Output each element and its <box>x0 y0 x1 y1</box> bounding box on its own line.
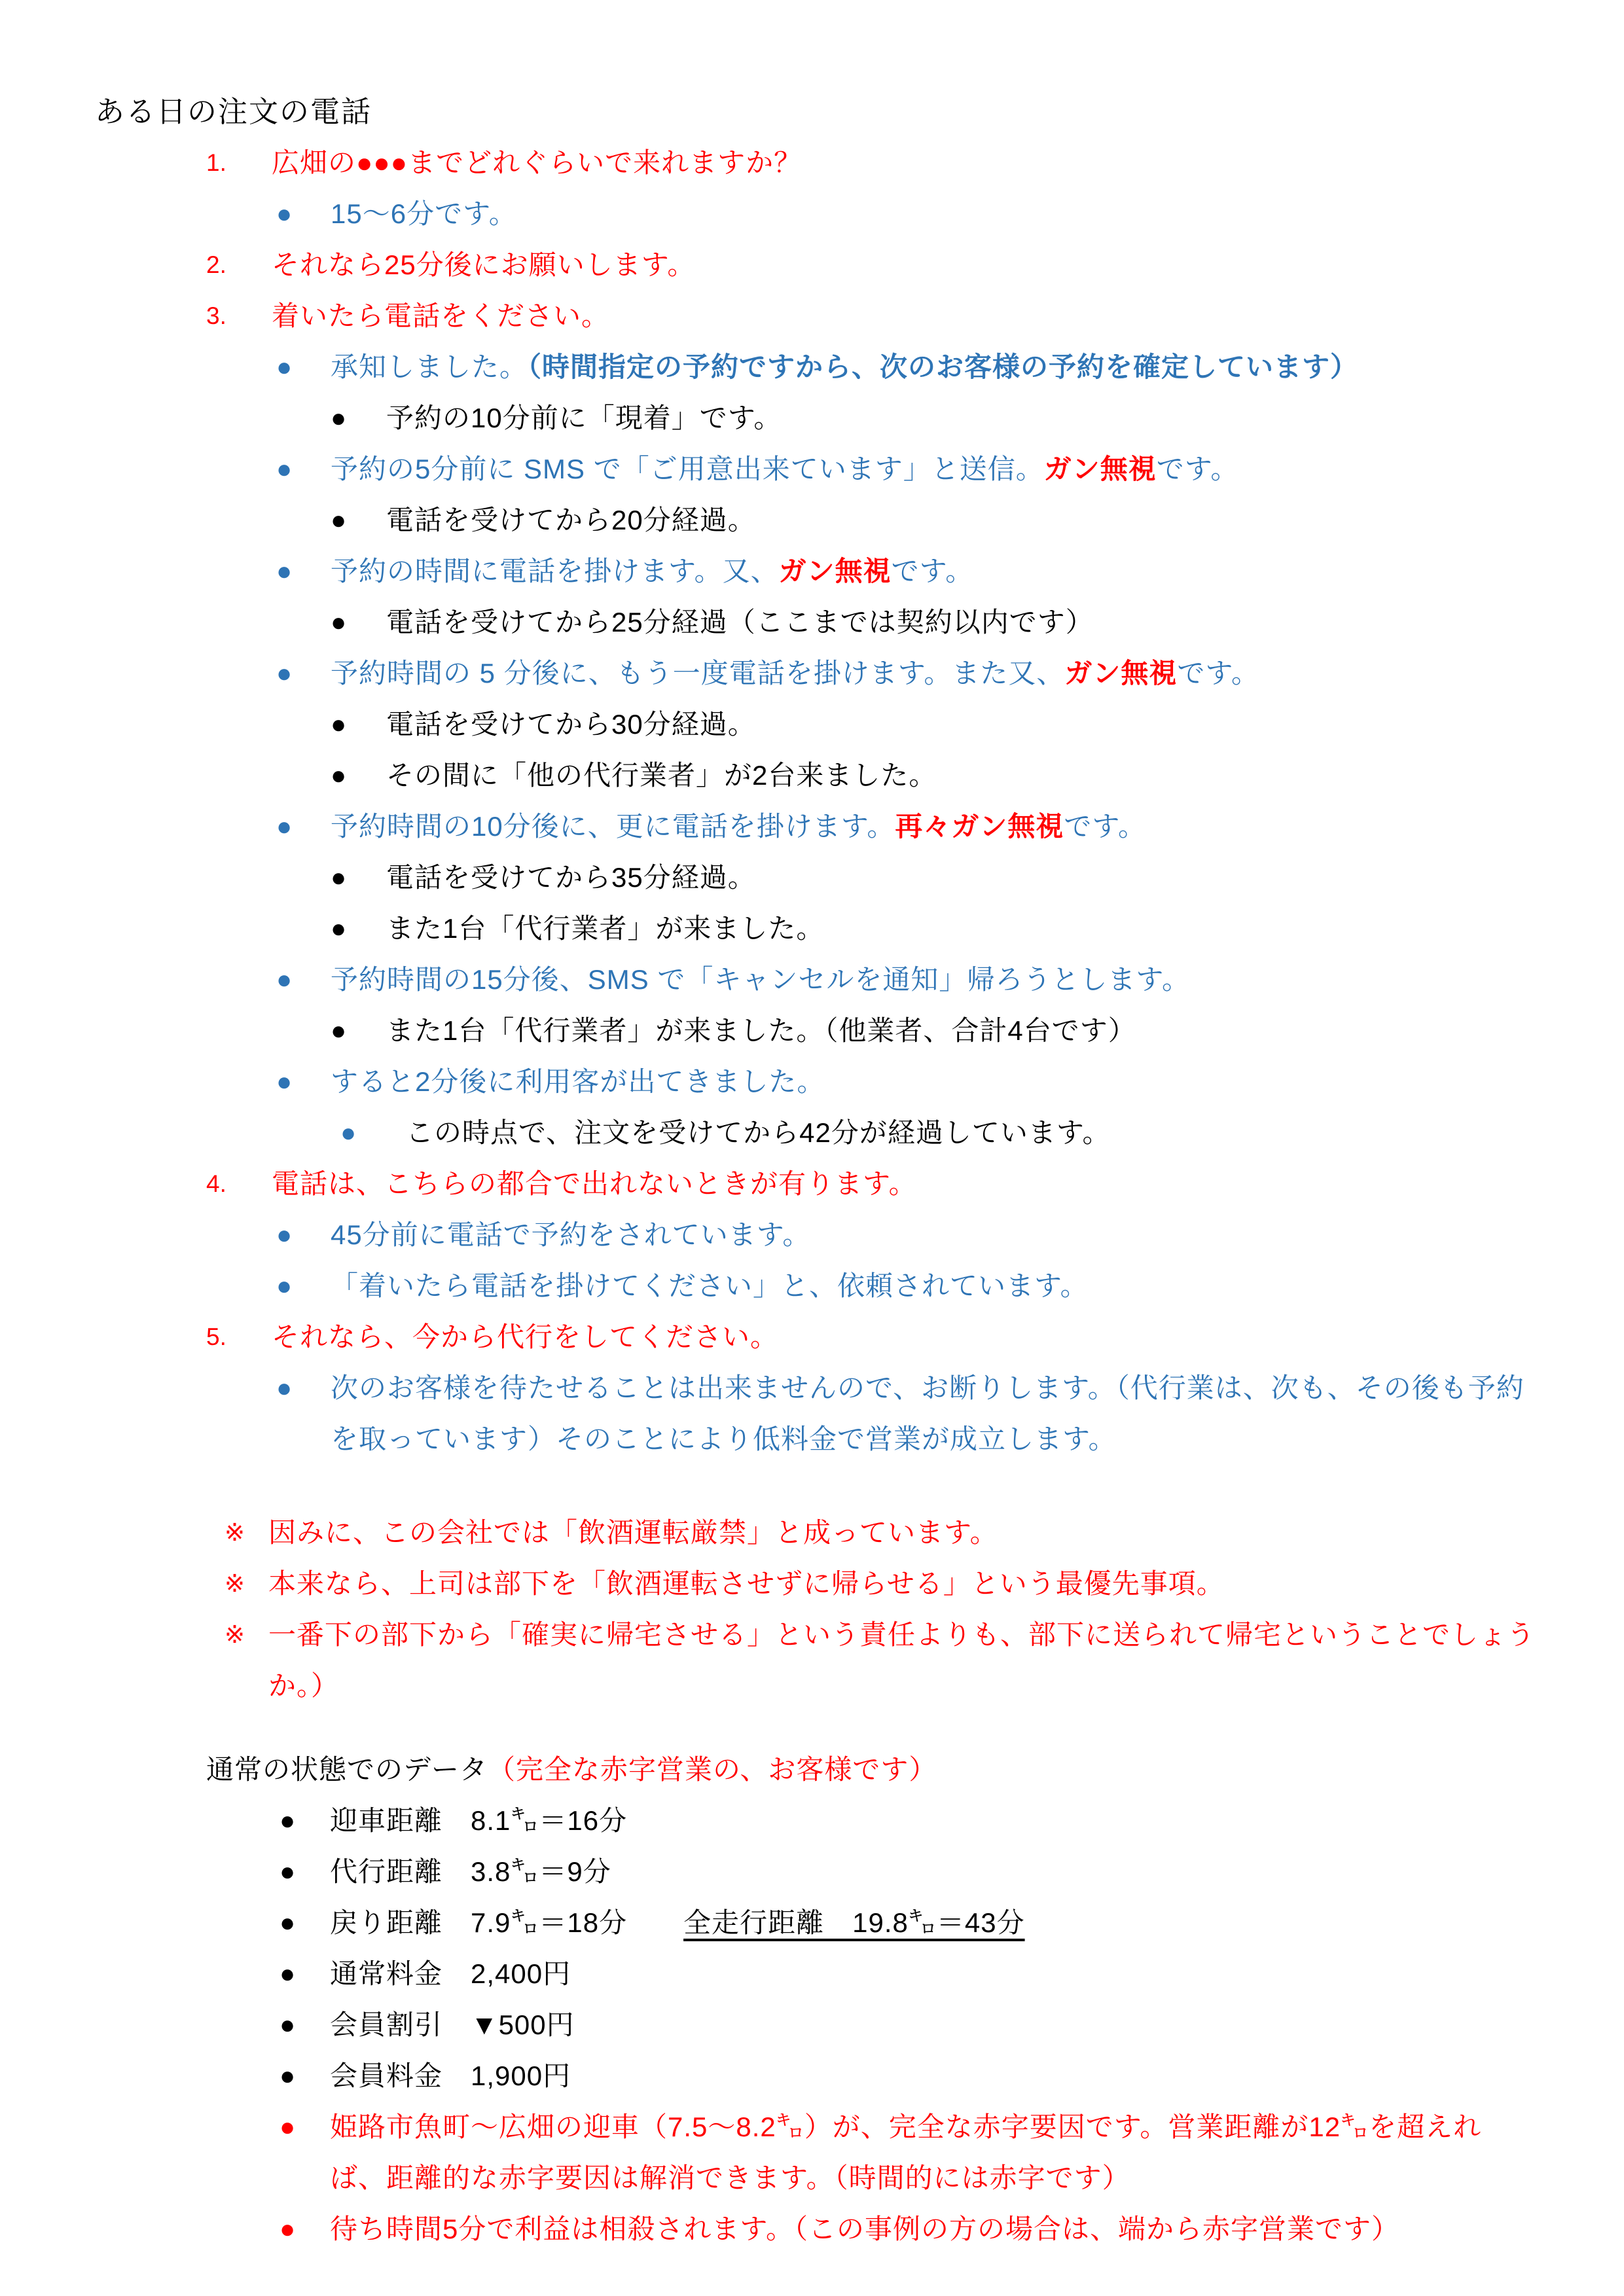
text-segment: （完全な赤字営業の、お客様です） <box>488 1754 937 1785</box>
line-text <box>331 1261 1536 1312</box>
line-text <box>268 1558 1536 1609</box>
bullet-icon: ● <box>276 353 293 382</box>
line-text <box>331 1056 1536 1107</box>
text-segment: ガン無視 <box>1064 658 1178 689</box>
note-item <box>0 1558 1536 1609</box>
line-text <box>386 903 1536 954</box>
bullet-icon: ● <box>331 914 347 943</box>
bullet-icon: ● <box>276 1067 293 1096</box>
section-header <box>0 1744 1536 1795</box>
line-text <box>331 444 1536 495</box>
line-text <box>386 699 1536 750</box>
list-item <box>0 750 1536 801</box>
bullet-icon: ● <box>276 965 293 994</box>
text-segment: 通常料金 2,400円 <box>330 1958 571 1989</box>
bullet-icon: ● <box>280 2113 296 2142</box>
text-segment: 因みに、この会社では「飲酒運転厳禁」と成っています。 <box>268 1517 998 1548</box>
line-text <box>386 393 1536 444</box>
bullet-icon: ● <box>276 1374 293 1403</box>
text-segment: その間に「他の代行業者」が2台来ました。 <box>386 760 937 791</box>
line-text <box>331 954 1536 1005</box>
list-item <box>0 495 1536 546</box>
line-text <box>272 1312 1536 1363</box>
list-item <box>0 1897 1536 1948</box>
list-item <box>0 2051 1536 2102</box>
bullet-icon: ● <box>276 1221 293 1249</box>
line-text <box>330 1897 1536 1948</box>
text-segment: 次のお客様を待たせることは出来ませんので、お断りします。（代行業は、次も、その後も予約を取っています）そのことにより低料金で営業が成立します。 <box>331 1372 1525 1454</box>
line-text <box>331 648 1536 699</box>
numbered-item <box>0 137 1536 188</box>
text-segment: 待ち時間5分で利益は相殺されます。（この事例の方の場合は、端から赤字営業です） <box>330 2214 1400 2244</box>
text-segment: 通常の状態でのデータ <box>206 1754 488 1785</box>
item-number: 4. <box>206 1170 226 1197</box>
bullet-icon: ● <box>331 761 347 790</box>
line-text <box>272 291 1536 342</box>
line-text <box>331 188 1536 240</box>
page-title: ある日の注文の電話 <box>95 95 372 128</box>
line-text <box>331 342 1536 393</box>
line-text <box>386 1005 1536 1056</box>
list-item <box>0 852 1536 903</box>
list-item <box>0 1210 1536 1261</box>
text-segment: （時間指定の予約ですから、次のお客様の予約を確定しています） <box>528 351 1359 382</box>
line-text <box>330 1948 1536 2000</box>
list-item <box>0 2000 1536 2051</box>
numbered-item <box>0 1312 1536 1363</box>
text-segment: 全走行距離 19.8㌔＝43分 <box>683 1907 1025 1938</box>
text-segment: 本来なら、上司は部下を「飲酒運転させずに帰らせる」という最優先事項。 <box>268 1568 1225 1599</box>
text-segment: ガン無視 <box>1043 454 1157 484</box>
reference-mark-icon: ※ <box>225 1570 245 1597</box>
list-item <box>0 188 1536 240</box>
bullet-icon: ● <box>276 1272 293 1300</box>
bullet-icon: ● <box>280 1806 296 1835</box>
bullet-icon: ● <box>280 2062 296 2090</box>
bullet-icon: ● <box>280 2011 296 2039</box>
list-item <box>0 1795 1536 1846</box>
line-text <box>331 1210 1536 1261</box>
text-segment: 予約時間の10分後に、更に電話を掛けます。 <box>331 811 895 842</box>
text-segment: それなら25分後にお願いします。 <box>272 249 696 280</box>
text-segment: 代行距離 3.8㌔＝9分 <box>330 1856 611 1887</box>
line-text <box>268 1507 1536 1558</box>
list-item <box>0 2102 1536 2204</box>
text-segment: 会員割引 ▼500円 <box>330 2009 575 2040</box>
text-segment: また1台「代行業者」が来ました。 <box>386 913 825 944</box>
text-segment: 予約の時間に電話を掛けます。又、 <box>331 556 779 586</box>
list-item <box>0 342 1536 393</box>
bullet-icon: ● <box>280 1909 296 1937</box>
list-item <box>0 648 1536 699</box>
numbered-item <box>0 291 1536 342</box>
line-text <box>331 546 1536 597</box>
line-text <box>206 1744 1536 1795</box>
text-segment: また1台「代行業者」が来ました。（他業者、合計4台です） <box>386 1015 1136 1046</box>
line-text <box>272 240 1536 291</box>
reference-mark-icon: ※ <box>225 1519 245 1546</box>
line-text <box>406 1107 1536 1158</box>
note-item <box>0 1507 1536 1558</box>
document-body <box>0 137 1536 2255</box>
numbered-item <box>0 1158 1536 1210</box>
text-segment: 予約時間の15分後、SMS で「キャンセルを通知」帰ろうとします。 <box>331 964 1191 995</box>
text-segment: 姫路市魚町～広畑の迎車（7.5～8.2㌔）が、完全な赤字要因です。営業距離が12㌔を超えれば、距離的な赤字要因は解消できます。（時間的には赤字です） <box>330 2111 1482 2193</box>
text-segment: ガン無視 <box>778 556 892 586</box>
bullet-icon: ● <box>331 608 347 637</box>
text-segment: です。 <box>1177 658 1259 689</box>
line-text <box>330 2102 1536 2204</box>
line-text <box>272 1158 1536 1210</box>
note-item <box>0 1609 1536 1712</box>
text-segment: 電話を受けてから30分経過。 <box>386 709 756 740</box>
text-segment: それなら、今から代行をしてください。 <box>272 1321 779 1352</box>
list-item <box>0 393 1536 444</box>
bullet-icon: ● <box>276 659 293 688</box>
text-segment: 迎車距離 8.1㌔＝16分 <box>330 1805 628 1836</box>
line-text <box>272 137 1536 188</box>
list-item <box>0 1363 1536 1465</box>
line-text <box>268 1609 1536 1712</box>
text-segment: 会員料金 1,900円 <box>330 2060 571 2091</box>
bullet-icon: ● <box>331 863 347 892</box>
bullet-icon: ● <box>276 200 293 228</box>
text-segment: 予約の5分前に SMS で「ご用意出来ています」と送信。 <box>331 454 1044 484</box>
line-text <box>330 1795 1536 1846</box>
text-segment: 45分前に電話で予約をされています。 <box>331 1219 811 1250</box>
bullet-icon: ● <box>276 557 293 586</box>
list-item <box>0 1846 1536 1897</box>
text-segment: 電話を受けてから20分経過。 <box>386 505 756 535</box>
list-item <box>0 546 1536 597</box>
list-item <box>0 699 1536 750</box>
list-item <box>0 444 1536 495</box>
bullet-icon: ● <box>331 404 347 433</box>
bullet-icon: ● <box>331 1016 347 1045</box>
line-text <box>386 750 1536 801</box>
bullet-icon: ● <box>340 1119 357 1147</box>
list-item <box>0 1261 1536 1312</box>
text-segment: この時点で、注文を受けてから42分が経過しています。 <box>406 1117 1111 1148</box>
line-text <box>330 2204 1536 2255</box>
text-segment: 電話は、こちらの都合で出れないときが有ります。 <box>272 1168 917 1199</box>
text-segment: です。 <box>1064 811 1147 842</box>
text-segment: 着いたら電話をください。 <box>272 300 610 331</box>
text-segment: 再々ガン無視 <box>895 811 1064 842</box>
bullet-icon: ● <box>331 506 347 535</box>
list-item <box>0 1005 1536 1056</box>
list-item <box>0 801 1536 852</box>
text-segment: です。 <box>891 556 974 586</box>
text-segment: 承知しました。 <box>331 351 528 382</box>
line-text <box>330 2051 1536 2102</box>
line-text <box>330 1846 1536 1897</box>
reference-mark-icon: ※ <box>225 1621 245 1648</box>
item-number: 5. <box>206 1323 226 1350</box>
list-item <box>0 1107 1536 1158</box>
bullet-icon: ● <box>280 2215 296 2244</box>
text-segment: です。 <box>1156 454 1239 484</box>
item-number: 1. <box>206 149 226 176</box>
text-segment: 15～6分です。 <box>331 198 517 229</box>
text-segment: 予約の10分前に「現着」です。 <box>386 403 782 433</box>
bullet-icon: ● <box>280 1857 296 1886</box>
line-text <box>330 2000 1536 2051</box>
bullet-icon: ● <box>331 710 347 739</box>
text-segment: 電話を受けてから35分経過。 <box>386 862 756 893</box>
text-segment: すると2分後に利用客が出てきました。 <box>331 1066 825 1097</box>
text-segment: 一番下の部下から「確実に帰宅させる」という責任よりも、部下に送られて帰宅ということでしょうか。） <box>268 1619 1536 1701</box>
line-text <box>331 801 1536 852</box>
line-text <box>331 1363 1536 1465</box>
text-segment: 広畑の●●●までどれぐらいで来れますか？ <box>272 147 803 178</box>
list-item <box>0 597 1536 648</box>
item-number: 3. <box>206 302 226 329</box>
numbered-item <box>0 240 1536 291</box>
text-segment: 「着いたら電話を掛けてください」と、依頼されています。 <box>331 1270 1089 1301</box>
bullet-icon: ● <box>276 812 293 841</box>
bullet-icon: ● <box>280 1960 296 1988</box>
list-item <box>0 1056 1536 1107</box>
text-segment: 予約時間の 5 分後に、もう一度電話を掛けます。また又、 <box>331 658 1065 689</box>
line-text <box>386 852 1536 903</box>
item-number: 2. <box>206 251 226 278</box>
text-segment: 戻り距離 7.9㌔＝18分 <box>330 1907 684 1938</box>
line-text <box>386 597 1536 648</box>
text-segment: 電話を受けてから25分経過（ここまでは契約以内です） <box>386 607 1094 637</box>
list-item <box>0 903 1536 954</box>
line-text <box>386 495 1536 546</box>
list-item <box>0 2204 1536 2255</box>
list-item <box>0 954 1536 1005</box>
list-item <box>0 1948 1536 2000</box>
bullet-icon: ● <box>276 455 293 484</box>
